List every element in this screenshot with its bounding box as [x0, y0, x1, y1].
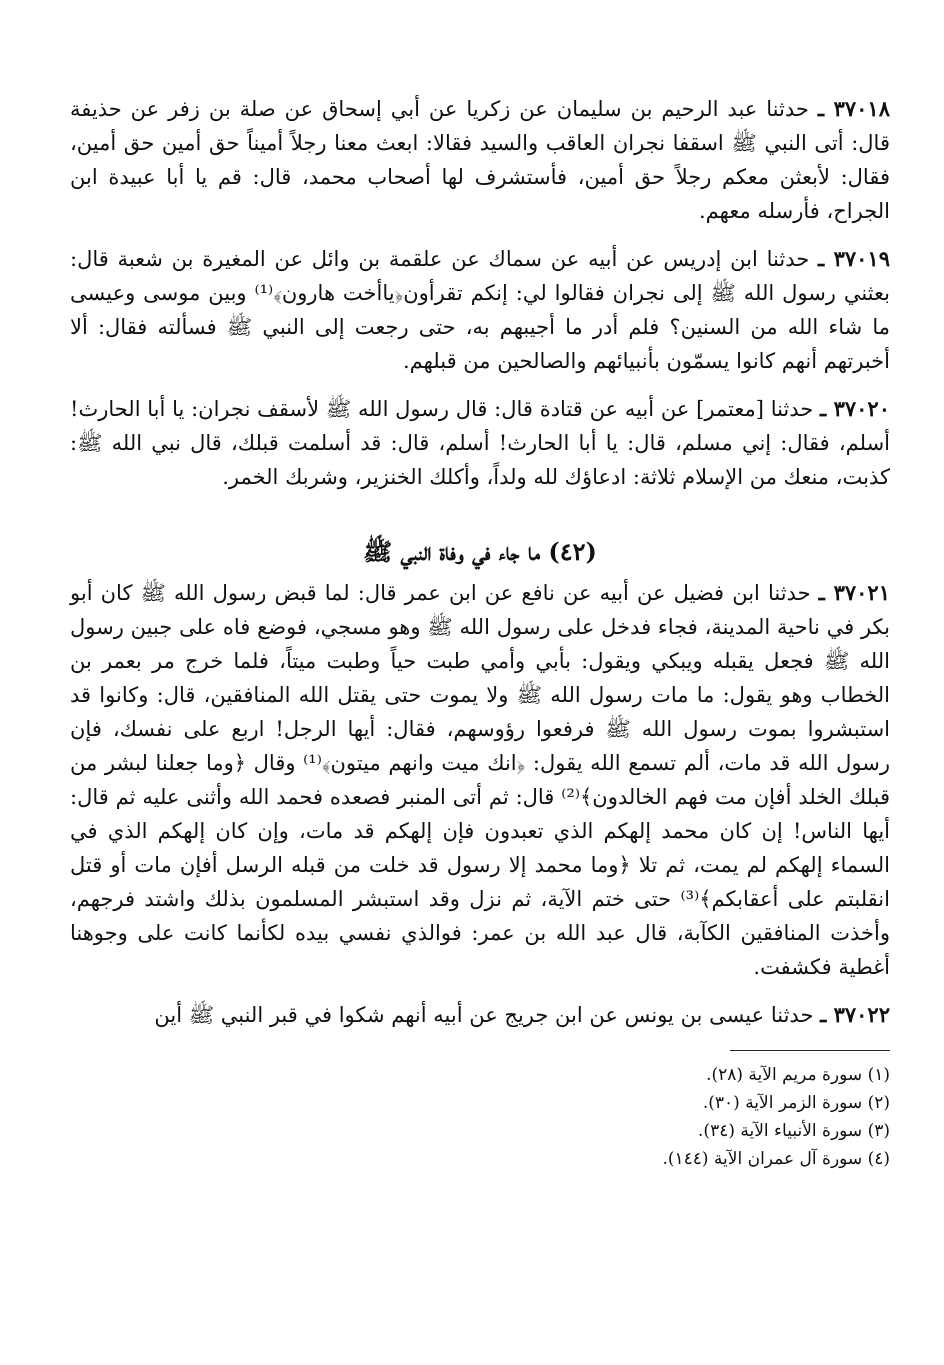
hadith-text: حدثنا ابن فضيل عن أبيه عن نافع عن ابن عمر قال: لما قبض رسول الله ﷺ كان أبو بكر في ناحية المدينة، فجاء فدخل على رسول الله ﷺ وهو مسجي، فوضع فاه على جبين رسول الله ﷺ فجعل يقبله ويبكي ويقول: بأبي وأمي طبت حياً وطبت ميتاً، فلما خرج مر بعمر بن الخطاب وهو يقول: ما مات رسول الله ﷺ ولا يموت حتى يقتل الله المنافقين، قال: وكانوا قد استبشروا بموت رسول الله ﷺ فرفعوا رؤوسهم، فقال: أيها الرجل! اربع على نفسك، فإن رسول الله قد مات، ألم تسمع الله يقول: ﴿انك ميت وانهم ميتون﴾⁽¹⁾ وقال ﴿وما جعلنا لبشر من قبلك الخلد أفإن مت فهم الخالدون﴾⁽²⁾ قال: ثم أتى المنبر فصعده فحمد الله وأثنى عليه ثم قال: أيها الناس! إن كان محمد إلهكم الذي تعبدون فإن إلهكم قد مات، وإن كان إلهكم الذي في السماء إلهكم لم يمت، ثم تلا ﴿وما محمد إلا رسول قد خلت من قبله الرسل أفإن مات أو قتل انقلبتم على أعقابكم﴾⁽³⁾ حتى ختم الآية، ثم نزل وقد استبشر المسلمون بذلك واشتد فرجهم، وأخذت المنافقين الكآبة، قال عبد الله بن عمر: فوالذي نفسي بيده لكأنما كانت على وجوهنا أغطية فكشفت.: [70, 581, 890, 979]
hadith-37021: [70, 576, 890, 984]
hadith-37018: [70, 92, 890, 228]
hadith-text: حدثنا عبد الرحيم بن سليمان عن زكريا عن أبي إسحاق عن صلة بن زفر عن حذيفة قال: أتى النبي ﷺ اسقفا نجران العاقب والسيد فقالا: ابعث معنا رجلاً أميناً حق أمين حق أمين، فقال: لأبعثن معكم رجلاً حق أمين، فأستشرف لها أصحاب محمد، قال: قم يا أبا عبيدة ابن الجراح، فأرسله معهم.: [70, 97, 890, 223]
hadith-text: حدثنا عيسى بن يونس عن ابن جريج عن أبيه أنهم شكوا في قبر النبي ﷺ أين: [154, 1003, 814, 1027]
footnote: (٢) سورة الزمر الآية (٣٠).: [702, 1093, 890, 1113]
hadith-37020: [70, 392, 890, 494]
hadith-number: ٣٧٠٢١ ـ: [818, 580, 890, 605]
hadith-text: حدثنا ابن إدريس عن أبيه عن سماك عن علقمة بن وائل عن المغيرة بن شعبة قال: بعثني رسول الله ﷺ إلى نجران فقالوا لي: إنكم تقرأون﴿ياأخت هارون﴾⁽¹⁾ وبين موسى وعيسى ما شاء الله من السنين؟ فلم أدر ما أجيبهم به، حتى رجعت إلى النبي ﷺ فسألته فقال: ألا أخبرتهم أنهم كانوا يسمّون بأنبيائهم والصالحين من قبلهم.: [70, 247, 890, 373]
hadith-number: ٣٧٠١٨ ـ: [817, 96, 890, 121]
hadith-number: ٣٧٠٢٢ ـ: [820, 1002, 890, 1027]
footnote: (٣) سورة الأنبياء الآية (٣٤).: [698, 1121, 890, 1141]
footnote: (٤) سورة آل عمران الآية (١٤٤).: [662, 1149, 890, 1169]
footnote-divider: [730, 1050, 890, 1051]
document-page: [70, 92, 890, 1173]
section-title: (٤٢) ما جاء في وفاة النبي ﷺ: [363, 537, 597, 566]
hadith-text: حدثنا [معتمر] عن أبيه عن قتادة قال: قال رسول الله ﷺ لأسقف نجران: يا أبا الحارث! أسلم، فقال: إني مسلم، قال: يا أبا الحارث! أسلم، قال: قد أسلمت قبلك، قال نبي الله ﷺ: كذبت، منعك من الإسلام ثلاثة: ادعاؤك لله ولداً، وأكلك الخنزير، وشربك الخمر.: [70, 397, 890, 489]
hadith-37022: [70, 998, 890, 1032]
hadith-number: ٣٧٠١٩ ـ: [818, 246, 890, 271]
footnote: (١) سورة مريم الآية (٢٨).: [706, 1065, 890, 1085]
hadith-number: ٣٧٠٢٠ ـ: [820, 396, 890, 421]
hadith-37019: [70, 242, 890, 378]
